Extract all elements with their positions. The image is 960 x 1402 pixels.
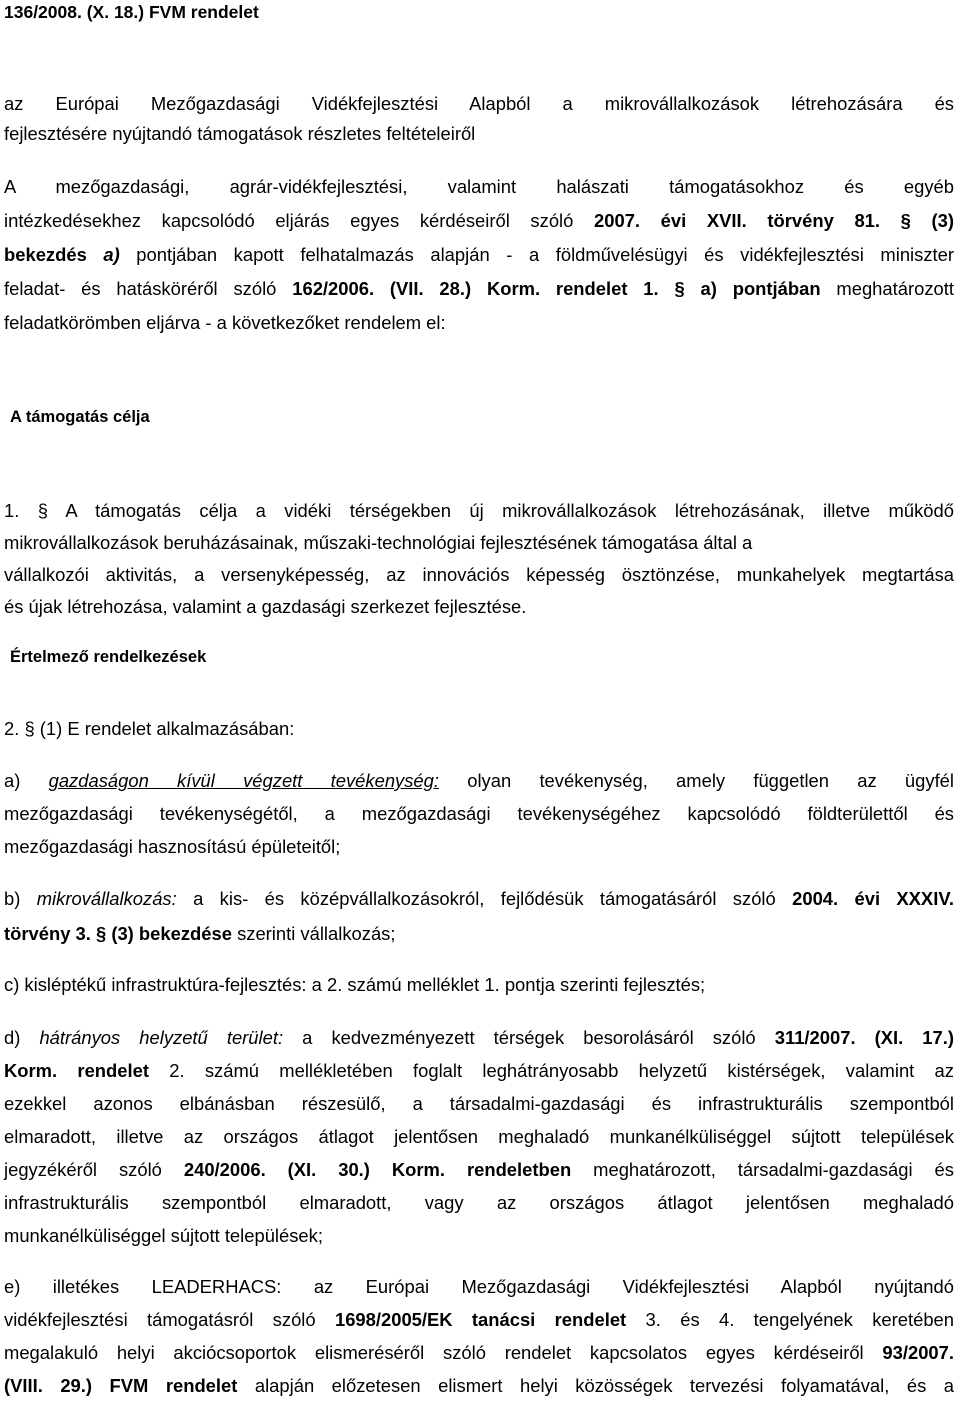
section-line: 1. § A támogatás célja a vidéki térségekben új mikrovállalkozások létrehozásának, illetve működő [4,500,954,521]
definition-e [4,1270,954,1402]
decree-reference-link[interactable]: 93/2007. [882,1342,954,1363]
decree-reference-link[interactable]: 240/2006. (XI. 30.) Korm. rendeletben [183,1159,572,1180]
definition-c [4,967,954,1002]
preamble-line: az Európai Mezőgazdasági Vidékfejlesztési Alapból a mikrovállalkozások létrehozására és [4,93,954,114]
section-1 [4,495,954,623]
definition-b [4,881,954,951]
definition-line: b) mikrovállalkozás: a kis- és középvállalkozásokról, fejlődésük támogatásáról szóló 2004. évi XXXIV. [4,888,954,909]
definition-line: munkanélküliséggel sújtott települések; [4,1225,323,1246]
decree-reference-link[interactable]: 162/2006. (VII. 28.) Korm. rendelet 1. § a) pontjában [292,278,821,299]
preamble-line: A mezőgazdasági, agrár-vidékfejlesztési, valamint halászati támogatásokhoz és egyéb [4,176,954,197]
section-line: mikrovállalkozások beruházásainak, műszaki-technológiai fejlesztésének támogatása által a [4,532,753,553]
preamble-line: intézkedésekhez kapcsolódó eljárás egyes kérdéseiről szóló 2007. évi XVII. törvény 81. § (3) [4,210,955,231]
section-line: és újak létrehozása, valamint a gazdasági szerkezet fejlesztése. [4,596,527,617]
section-heading-purpose: A támogatás célja [10,408,150,426]
definition-a [4,764,954,863]
definition-line: ezekkel azonos elbánásban részesülő, a társadalmi-gazdasági és infrastrukturális szempontból [4,1093,954,1114]
definition-d [4,1021,954,1252]
definition-line: jegyzékéről szóló 240/2006. (XI. 30.) Korm. rendeletben meghatározott, társadalmi-gazdasági és [4,1159,954,1180]
section-2-intro [4,713,954,745]
preamble-line: feladatkörömben eljárva - a következőket rendelem el: [4,312,446,333]
definition-line: Korm. rendelet 2. számú mellékletében foglalt leghátrányosabb helyzetű kistérségek, valamint az [4,1060,954,1081]
definition-line: elmaradott, illetve az országos átlagot jelentősen meghaladó munkanélküliséggel sújtott települések [4,1126,954,1147]
law-reference-link[interactable]: 2007. évi XVII. törvény 81. § (3) [594,210,955,231]
decree-reference-link[interactable]: Korm. rendelet [4,1060,149,1081]
section-heading-definitions: Értelmező rendelkezések [10,648,207,666]
preamble-enactment [4,170,954,340]
definition-line: vidékfejlesztési támogatásról szóló 1698/2005/EK tanácsi rendelet 3. és 4. tengelyének keretében [4,1309,954,1330]
preamble-line: bekezdés a) pontjában kapott felhatalmazás alapján - a földművelésügyi és vidékfejlesztési miniszter [4,244,954,265]
definition-line: törvény 3. § (3) bekezdése szerinti vállalkozás; [4,923,396,944]
definition-line: megalakuló helyi akciócsoportok elismeréséről szóló rendelet kapcsolatos egyes kérdéseiről 93/2007. [4,1342,954,1363]
section-line: vállalkozói aktivitás, a versenyképesség, az innovációs képesség ösztönzése, munkahelyek megtartása [4,564,954,585]
definition-line: d) hátrányos helyzetű terület: a kedvezményezett térségek besorolásáról szóló 311/2007. (XI. 17.) [4,1027,954,1048]
definition-line: a) gazdaságon kívül végzett tevékenység: olyan tevékenység, amely független az ügyfél [4,770,954,791]
preamble-title [4,89,954,149]
law-reference-link[interactable]: 2004. évi XXXIV. [792,888,954,909]
definition-line: e) illetékes LEADERHACS: az Európai Mezőgazdasági Vidékfejlesztési Alapból nyújtandó [4,1276,954,1297]
law-reference-link[interactable]: törvény 3. § (3) bekezdése [4,923,232,944]
regulation-reference-link[interactable]: 1698/2005/EK tanácsi rendelet [334,1309,627,1330]
preamble-line: feladat- és hatásköréről szóló 162/2006. (VII. 28.) Korm. rendelet 1. § a) pontjában meghatározott [4,278,954,299]
definition-line: mezőgazdasági tevékenységétől, a mezőgazdasági tevékenységéhez kapcsolódó földterülettől és [4,803,954,824]
definition-line: c) kisléptékű infrastruktúra-fejlesztés: a 2. számú melléklet 1. pontja szerinti fejlesztés; [4,974,706,995]
definition-line: (VIII. 29.) FVM rendelet alapján előzetesen elismert helyi közösségek tervezési folyamatával, és a [4,1375,954,1396]
decree-reference-link[interactable]: (VIII. 29.) FVM rendelet [4,1375,238,1396]
definition-line: infrastrukturális szempontból elmaradott, vagy az országos átlagot jelentősen meghaladó [4,1192,954,1213]
definition-line: mezőgazdasági hasznosítású épületeitől; [4,836,341,857]
preamble-line: fejlesztésére nyújtandó támogatások részletes feltételeiről [4,123,476,144]
document-header: 136/2008. (X. 18.) FVM rendelet [4,2,259,22]
section-line: 2. § (1) E rendelet alkalmazásában: [4,718,295,739]
decree-reference-link[interactable]: 311/2007. (XI. 17.) [774,1027,954,1048]
